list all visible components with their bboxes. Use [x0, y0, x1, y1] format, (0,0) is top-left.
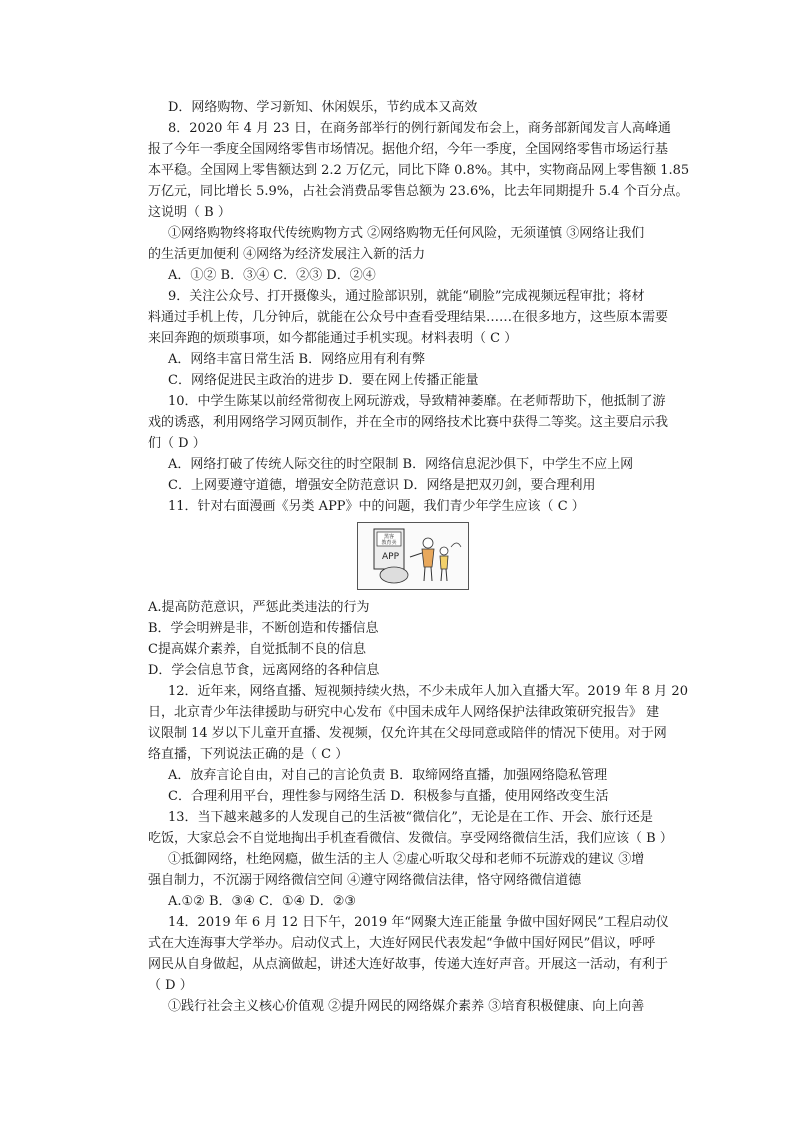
- q13-stem-line: 13．当下越来越多的人发现自己的生活被“微信化”，无论是在工作、开会、旅行还是: [168, 810, 653, 825]
- cartoon-illustration: [358, 523, 468, 589]
- q13-statements: 强自制力，不沉溺于网络微信空间 ④遵守网络微信法律，恪守网络微信道德: [148, 873, 582, 888]
- cartoon-figure: [357, 522, 469, 590]
- q9-options: C．网络促进民主政治的进步 D．要在网上传播正能量: [168, 373, 479, 388]
- q10-options: A．网络打破了传统人际交往的时空限制 B．网络信息泥沙俱下，中学生不应上网: [168, 457, 634, 472]
- q8-stem-line: 报了今年一季度全国网络零售市场情况。据他介绍，今年一季度，全国网络零售市场运行基: [148, 142, 669, 157]
- q8-options: A．①② B．③④ C．②③ D．②④: [168, 268, 376, 283]
- svg-text:黑客: 黑客: [383, 534, 395, 540]
- q12-stem-line: 12．近年来，网络直播、短视频持续火热，不少未成年人加入直播大军。2019 年 8 月 20: [168, 684, 688, 699]
- q10-options: C．上网要遵守道德，增强安全防范意识 D．网络是把双刃剑，要合理利用: [168, 478, 596, 493]
- q13-options: A.①② B．③④ C．①④ D．②③: [168, 894, 357, 909]
- q12-stem-line: 日，北京青少年法律援助与研究中心发布《中国未成年人网络保护法律政策研究报告》 建: [148, 705, 660, 720]
- q11-option-a: A.提高防范意识，严惩此类违法的行为: [148, 600, 370, 615]
- q11-option-d: D．学会信息节食，远离网络的各种信息: [148, 663, 380, 678]
- q14-stem-line: （ D ）: [148, 978, 193, 993]
- q7-option-d: D．网络购物、学习新知、休闲娱乐，节约成本又高效: [168, 100, 478, 115]
- svg-text:教育卖: 教育卖: [381, 540, 397, 546]
- q14-statements: ①践行社会主义核心价值观 ②提升网民的网络媒介素养 ③培育积极健康、向上向善: [168, 999, 645, 1014]
- q8-stem-line: 8．2020 年 4 月 23 日，在商务部举行的例行新闻发布会上，商务部新闻发言人高峰通: [168, 121, 671, 136]
- q12-options: C．合理利用平台，理性参与网络生活 D．积极参与直播，使用网络改变生活: [168, 789, 609, 804]
- q10-stem-line: 戏的诱惑，利用网络学习网页制作，并在全市的网络技术比赛中获得二等奖。这主要启示我: [148, 415, 669, 430]
- q8-statements: ①网络购物终将取代传统购物方式 ②网络购物无任何风险，无须谨慎 ③网络让我们: [168, 226, 645, 241]
- q13-statements: ①抵御网络，杜绝网瘾，做生活的主人 ②虚心听取父母和老师不玩游戏的建议 ③增: [168, 852, 645, 867]
- q8-stem-line: 本平稳。全国网上零售额达到 2.2 万亿元，同比下降 0.8%。其中，实物商品网上零售额 1.85: [148, 163, 690, 178]
- q14-stem-line: 网民从自身做起，从点滴做起，讲述大连好故事，传递大连好声音。开展这一活动，有利于: [148, 957, 669, 972]
- q14-stem-line: 14．2019 年 6 月 12 日下午，2019 年“网聚大连正能量 争做中国好网民”工程启动仪: [168, 915, 669, 930]
- q9-options: A．网络丰富日常生活 B．网络应用有利有弊: [168, 352, 426, 367]
- q12-stem-line: 络直播，下列说法正确的是（ C ）: [148, 747, 349, 762]
- q13-stem-line: 吃饭，大家总会不自觉地掏出手机查看微信、发微信。享受网络微信生活，我们应该（ B ）: [148, 831, 673, 846]
- q10-stem-line: 们（ D ）: [148, 436, 206, 451]
- q10-stem-line: 10．中学生陈某以前经常彻夜上网玩游戏，导致精神萎靡。在老师帮助下，他抵制了游: [168, 394, 666, 409]
- q12-options: A．放弃言论自由，对自己的言论负责 B．取缔网络直播，加强网络隐私管理: [168, 768, 608, 783]
- q9-stem-line: 料通过手机上传，几分钟后，就能在公众号中查看受理结果……在很多地方，这些原本需要: [148, 310, 669, 325]
- q8-stem-line: 这说明（ B ）: [148, 205, 231, 220]
- q8-statements: 的生活更加便利 ④网络为经济发展注入新的活力: [148, 247, 426, 262]
- q9-stem-line: 来回奔跑的烦琐事项，如今都能通过手机实现。材料表明（ C ）: [148, 331, 518, 346]
- q8-stem-line: 万亿元，同比增长 5.9%，占社会消费品零售总额为 23.6%，比去年同期提升 5.4 个百分点。: [148, 184, 689, 199]
- q12-stem-line: 议限制 14 岁以下儿童开直播、发视频，仅允许其在父母同意或陪伴的情况下使用。对于网: [148, 726, 667, 741]
- svg-text:APP: APP: [382, 552, 400, 562]
- q14-stem-line: 式在大连海事大学举办。启动仪式上，大连好网民代表发起“争做中国好网民”倡议，呼呼: [148, 936, 656, 951]
- q11-option-c: C提高媒介素养，自觉抵制不良的信息: [148, 642, 366, 657]
- q11-option-b: B．学会明辨是非，不断创造和传播信息: [148, 621, 379, 636]
- q9-stem-line: 9．关注公众号、打开摄像头，通过脸部识别，就能“刷脸”完成视频远程审批；将材: [168, 289, 645, 304]
- q11-stem-line: 11．针对右面漫画《另类 APP》中的问题，我们青少年学生应该（ C ）: [168, 499, 585, 514]
